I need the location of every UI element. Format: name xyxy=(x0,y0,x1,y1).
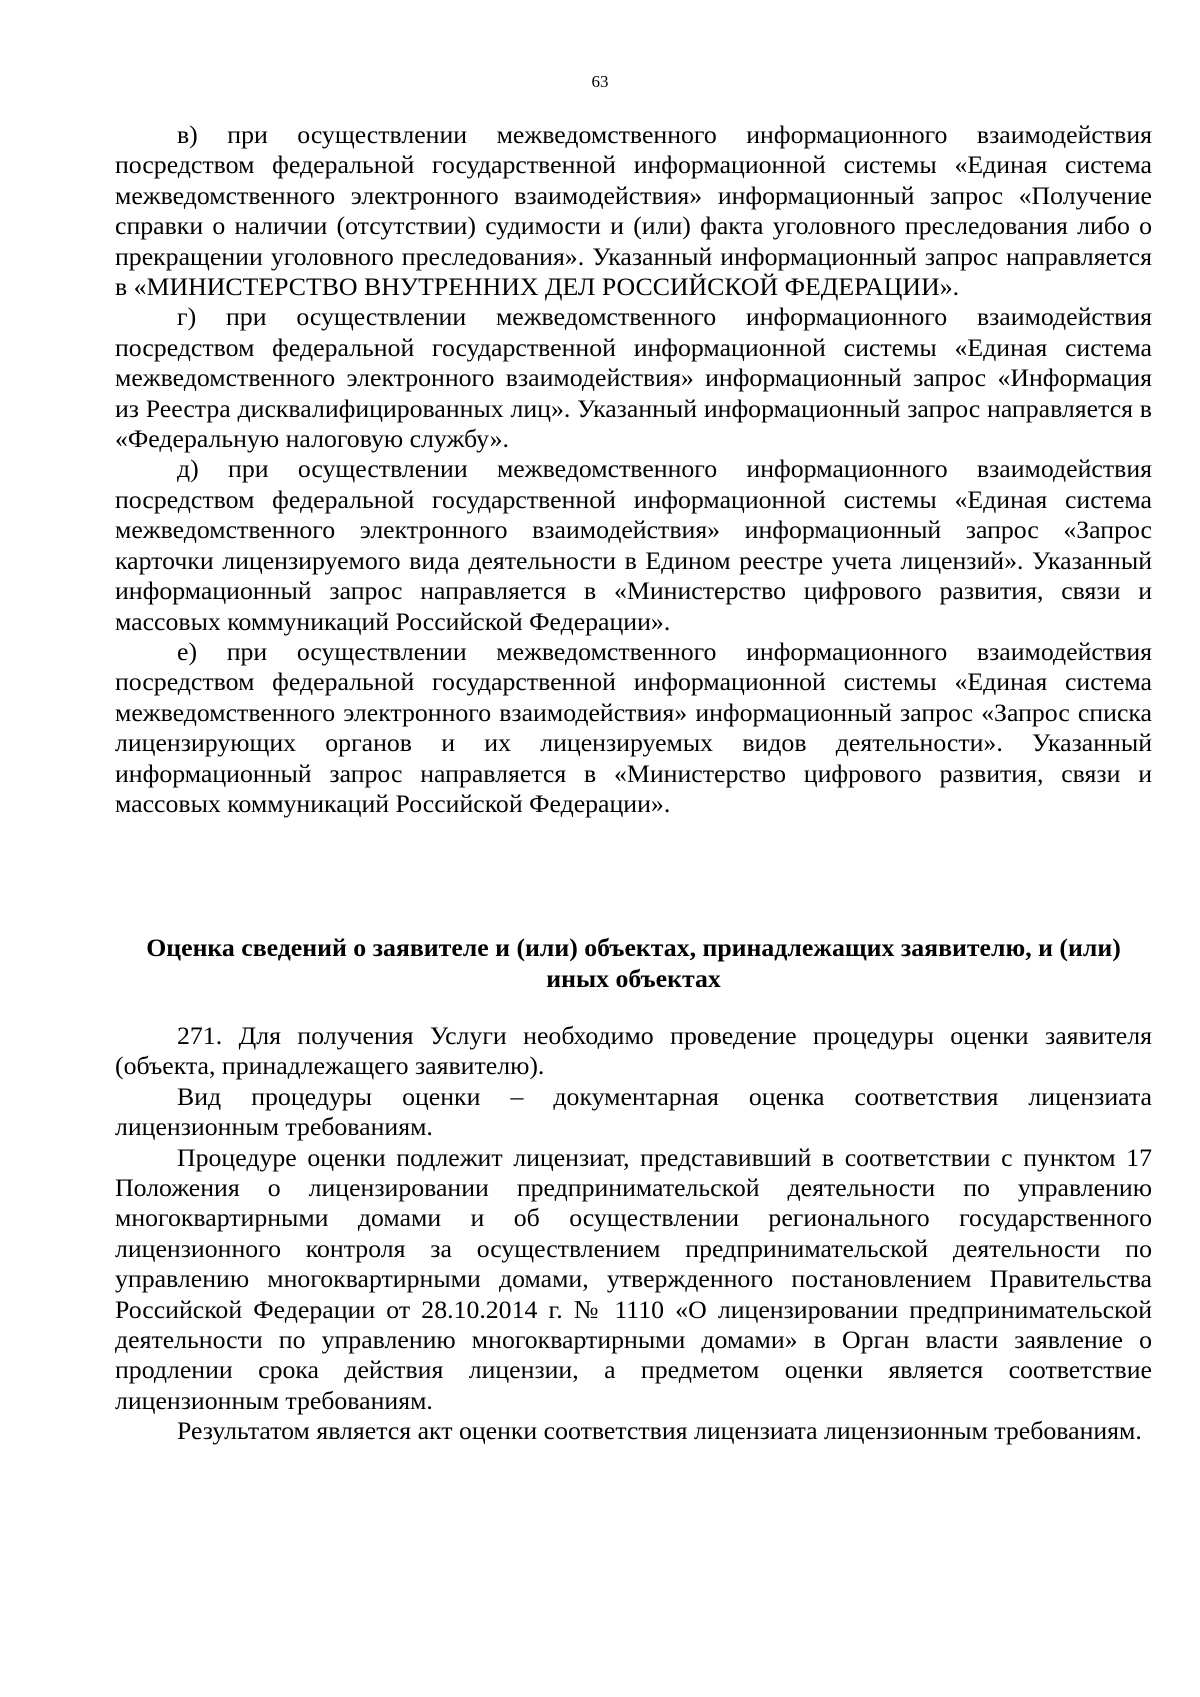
paragraph-g: г) при осуществлении межведомственного информационного взаимодействия посредством федеральной государственной информационной системы «Единая система межведомственного электронного взаимодействия» информационный запрос «Информация из Реестра дисквалифицированных лиц». Указанный информационный запрос направляется в «Федеральную налоговую службу». xyxy=(115,302,1152,454)
paragraph-assessment-type: Вид процедуры оценки – документарная оценка соответствия лицензиата лицензионным требованиям. xyxy=(115,1081,1152,1142)
interagency-requests-section xyxy=(115,120,1152,819)
paragraph-e: е) при осуществлении межведомственного информационного взаимодействия посредством федеральной государственной информационной системы «Единая система межведомственного электронного взаимодействия» информационный запрос «Запрос списка лицензирующих органов и их лицензируемых видов деятельности». Указанный информационный запрос направляется в «Министерство цифрового развития, связи и массовых коммуникаций Российской Федерации». xyxy=(115,636,1152,818)
paragraph-271: 271. Для получения Услуги необходимо проведение процедуры оценки заявителя (объекта, принадлежащего заявителю). xyxy=(115,1021,1152,1081)
paragraph-assessment-subject: Процедуре оценки подлежит лицензиат, представивший в соответствии с пунктом 17 Положения о лицензировании предпринимательской деятельности по управлению многоквартирными домами и об осуществлении регионального государственного лицензионного контроля за осуществлением предпринимательской деятельности по управлению многоквартирными домами, утвержденного постановлением Правительства Российской Федерации от 28.10.2014 г. № 1110 «О лицензировании предпринимательской деятельности по управлению многоквартирными домами» в Орган власти заявление о продлении срока действия лицензии, а предметом оценки является соответствие лицензионным требованиям. xyxy=(115,1142,1152,1415)
assessment-section xyxy=(115,1021,1152,1447)
page-number: 63 xyxy=(591,72,609,91)
paragraph-assessment-result: Результатом является акт оценки соответствия лицензиата лицензионным требованиям. xyxy=(177,1416,1142,1446)
paragraph-v: в) при осуществлении межведомственного информационного взаимодействия посредством федеральной государственной информационной системы «Единая система межведомственного электронного взаимодействия» информационный запрос «Получение справки о наличии (отсутствии) судимости и (или) факта уголовного преследования либо о прекращении уголовного преследования». Указанный информационный запрос направляется в «МИНИСТЕРСТВО ВНУТРЕННИХ ДЕЛ РОССИЙСКОЙ ФЕДЕРАЦИИ». xyxy=(115,120,1152,302)
paragraph-d: д) при осуществлении межведомственного информационного взаимодействия посредством федеральной государственной информационной системы «Единая система межведомственного электронного взаимодействия» информационный запрос «Запрос карточки лицензируемого вида деятельности в Едином реестре учета лицензий». Указанный информационный запрос направляется в «Министерство цифрового развития, связи и массовых коммуникаций Российской Федерации». xyxy=(115,454,1152,636)
section-heading: Оценка сведений о заявителе и (или) объектах, принадлежащих заявителю, и (или) иных объектах xyxy=(146,933,1121,993)
